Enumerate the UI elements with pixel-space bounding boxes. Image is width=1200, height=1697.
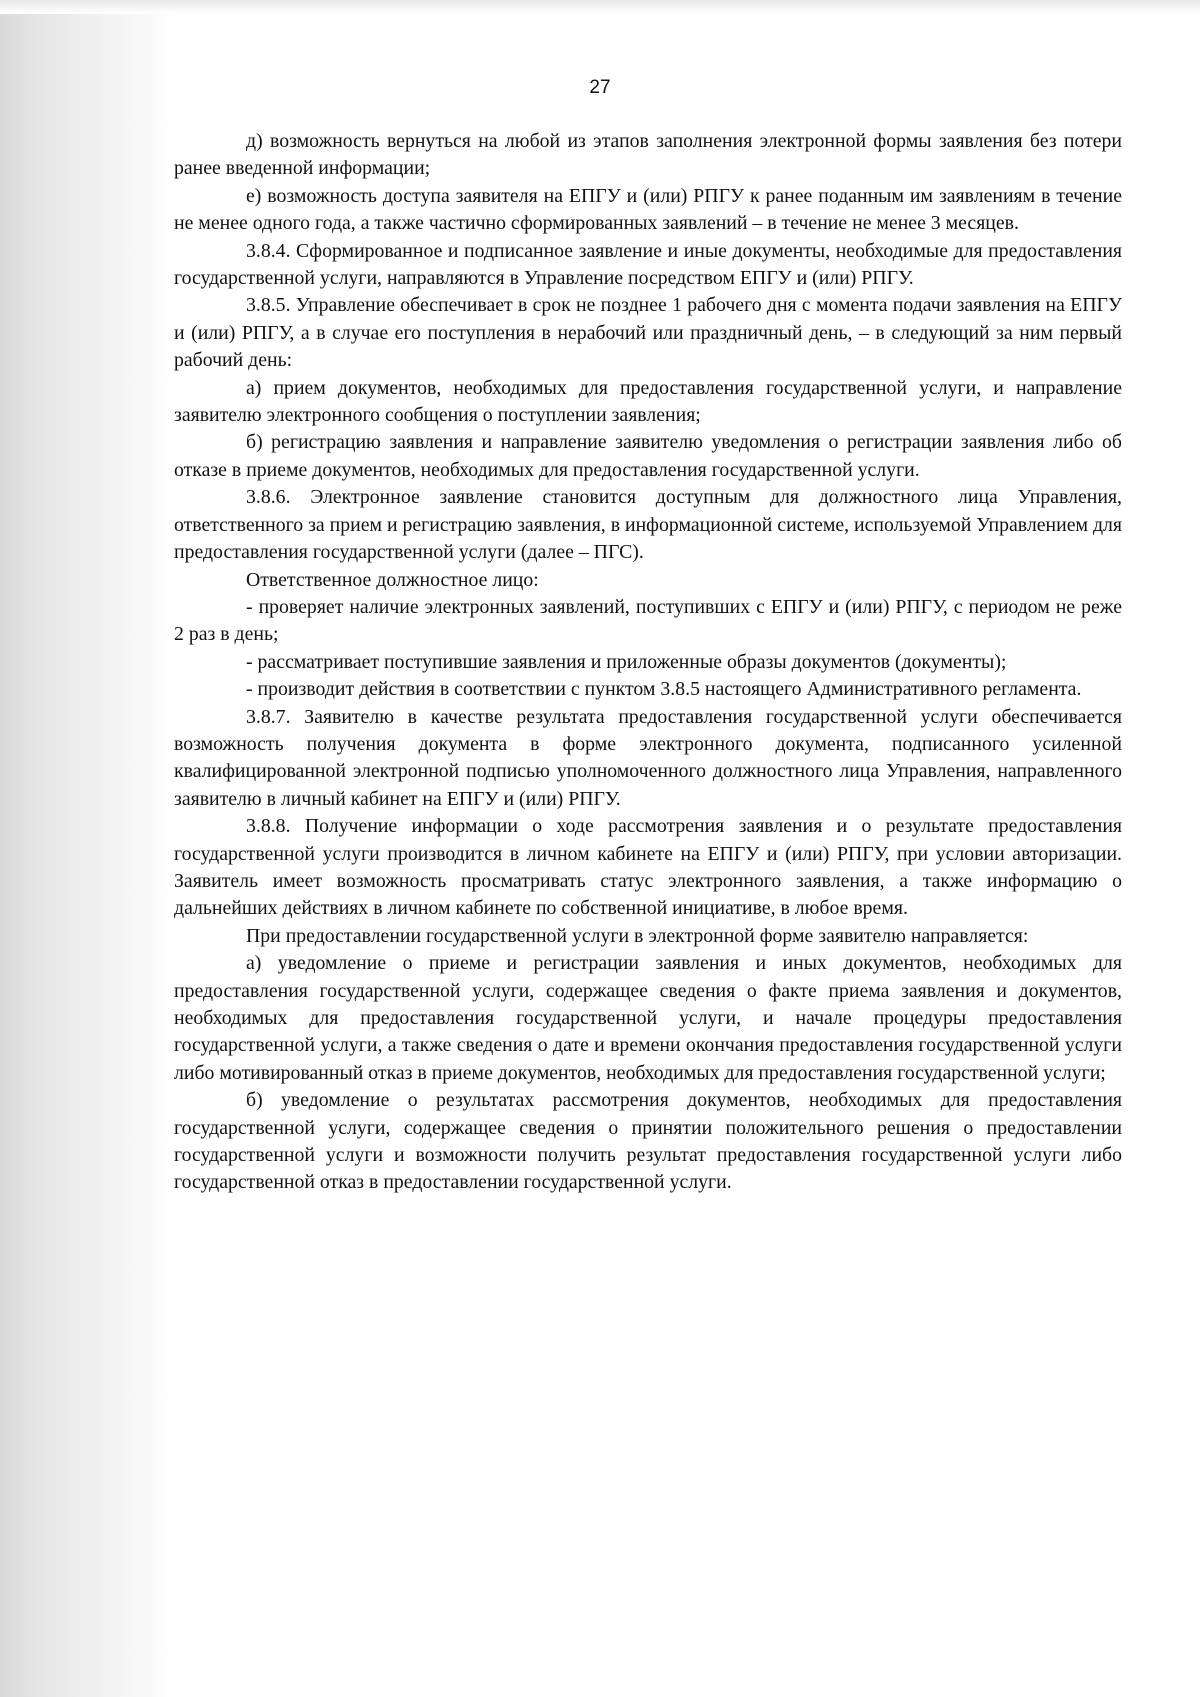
paragraph-notice-b: б) уведомление о результатах рассмотрения документов, необходимых для предоставления государственной услуги, содержащее сведения о принятии положительного решения о предоставлении государственной услуги и возможности получить результат предоставления государственной услуги либо государственной отказ в предоставлении государственной услуги.	[174, 1089, 1122, 1194]
paragraph-3-8-5: 3.8.5. Управление обеспечивает в срок не позднее 1 рабочего дня с момента подачи заявления на ЕПГУ и (или) РПГУ, а в случае его поступления в нерабочий или праздничный день, – в следующий за ним первый рабочий день:	[174, 294, 1122, 372]
document-body	[174, 128, 1122, 1197]
scan-shadow-left	[0, 0, 175, 1697]
paragraph-notice-a: а) уведомление о приеме и регистрации заявления и иных документов, необходимых для предоставления государственной услуги, содержащее сведения о факте приема заявления и документов, необходимых для предоставления государственной услуги, и начале процедуры предоставления государственной услуги, а также сведения о дате и времени окончания предоставления государственной услуги либо мотивированный отказ в приеме документов, необходимых для предоставления государственной услуги;	[174, 952, 1122, 1084]
paragraph-3-8-5-a: а) прием документов, необходимых для предоставления государственной услуги, и направление заявителю электронного сообщения о поступлении заявления;	[174, 376, 1122, 427]
paragraph-item-e: е) возможность доступа заявителя на ЕПГУ и (или) РПГУ к ранее поданным им заявлениям в течение не менее одного года, а также частично сформированных заявлений – в течение не менее 3 месяцев.	[174, 184, 1122, 235]
page-number: 27	[589, 77, 611, 98]
scan-shadow-top	[0, 0, 1200, 14]
paragraph-3-8-7: 3.8.7. Заявителю в качестве результата предоставления государственной услуги обеспечивается возможность получения документа в форме электронного документа, подписанного усиленной квалифицированной электронной подписью уполномоченного должностного лица Управления, направленного заявителю в личный кабинет на ЕПГУ и (или) РПГУ.	[174, 705, 1122, 810]
paragraph-checks-applications: - проверяет наличие электронных заявлений, поступивших с ЕПГУ и (или) РПГУ, с периодом не реже 2 раз в день;	[174, 595, 1122, 646]
paragraph-item-d: д) возможность вернуться на любой из этапов заполнения электронной формы заявления без потери ранее введенной информации;	[174, 130, 1122, 180]
paragraph-3-8-8: 3.8.8. Получение информации о ходе рассмотрения заявления и о результате предоставления государственной услуги производится в личном кабинете на ЕПГУ и (или) РПГУ, при условии авторизации. Заявитель имеет возможность просматривать статус электронного заявления, а также информацию о дальнейших действиях в личном кабинете по собственной инициативе, в любое время.	[174, 815, 1122, 920]
paragraph-responsible-official: Ответственное должностное лицо:	[246, 568, 539, 591]
paragraph-3-8-5-b: б) регистрацию заявления и направление заявителю уведомления о регистрации заявления либо об отказе в приеме документов, необходимых для предоставления государственной услуги.	[174, 431, 1122, 481]
paragraph-performs-actions: - производит действия в соответствии с пунктом 3.8.5 настоящего Административного регламента.	[246, 678, 1082, 701]
paragraph-3-8-4: 3.8.4. Сформированное и подписанное заявление и иные документы, необходимые для предоставления государственной услуги, направляются в Управление посредством ЕПГУ и (или) РПГУ.	[174, 239, 1122, 290]
paragraph-electronic-form-notice: При предоставлении государственной услуги в электронной форме заявителю направляется:	[246, 924, 1029, 947]
paragraph-reviews-applications: - рассматривает поступившие заявления и приложенные образы документов (документы);	[246, 650, 1007, 673]
paragraph-3-8-6: 3.8.6. Электронное заявление становится доступным для должностного лица Управления, ответственного за прием и регистрацию заявления, в информационной системе, используемой Управлением для предоставления государственной услуги (далее – ПГС).	[174, 486, 1122, 564]
